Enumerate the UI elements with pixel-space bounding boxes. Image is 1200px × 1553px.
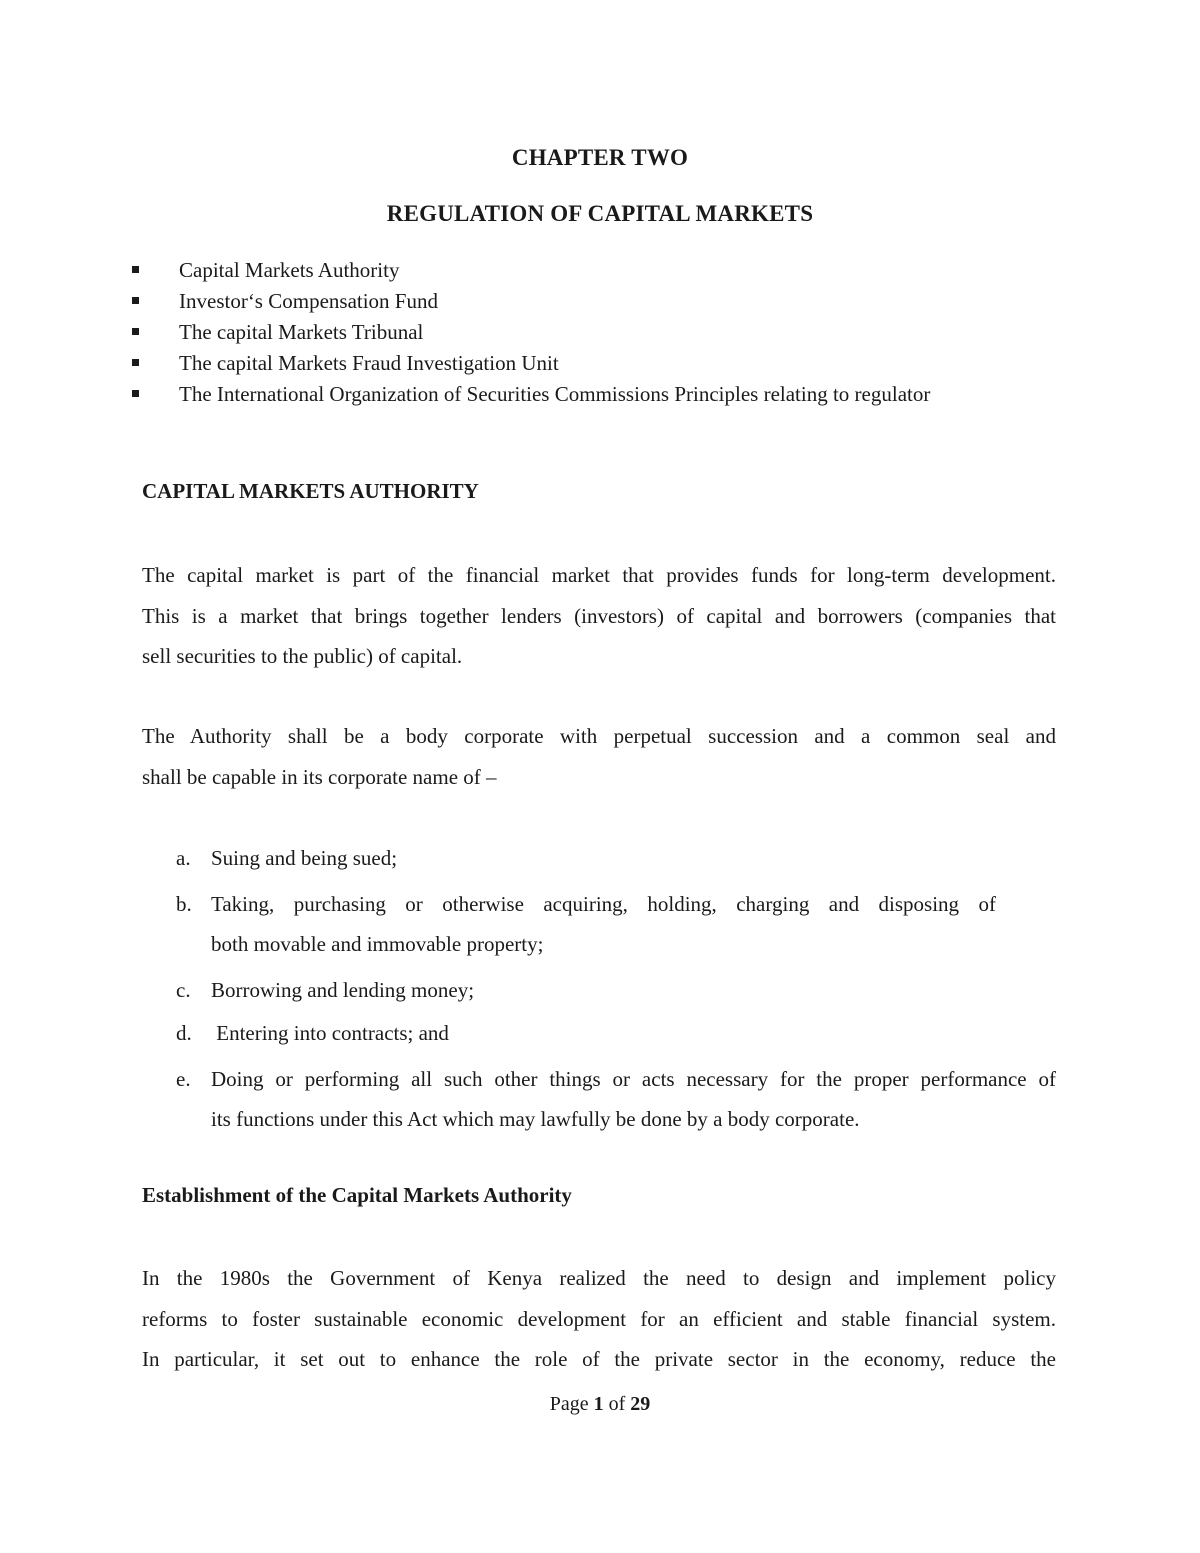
list-marker: b.: [176, 891, 192, 916]
bullet-square-icon: [132, 297, 139, 304]
bullet-square-icon: [132, 328, 139, 335]
page-footer: [0, 1393, 1200, 1416]
paragraph-authority: [142, 716, 1056, 797]
page-of-label: of: [608, 1393, 626, 1415]
bullet-square-icon: [132, 266, 139, 273]
list-item: e. Doing or performing all such other things or acts necessary for the proper performance of its functions under this Act which may lawfully be done by a body corporate.: [172, 1059, 1056, 1140]
paragraph-line: In the 1980s the Government of Kenya realized the need to design and implement policy: [142, 1266, 1056, 1290]
list-marker: a.: [176, 846, 191, 870]
list-item: b. Taking, purchasing or otherwise acquiring, holding, charging and disposing of both movable and immovable property;: [172, 884, 1056, 965]
list-item: Capital Markets Authority: [132, 255, 930, 286]
powers-list: [172, 838, 1056, 1140]
list-marker: e.: [176, 1066, 191, 1091]
paragraph-line: In particular, it set out to enhance the role of the private sector in the economy, reduce the: [142, 1347, 1056, 1371]
list-item: c. Borrowing and lending money;: [172, 970, 1056, 1011]
list-item: d. Entering into contracts; and: [172, 1013, 1056, 1054]
section-heading-cma: CAPITAL MARKETS AUTHORITY: [142, 479, 479, 503]
page-label: Page: [549, 1393, 589, 1415]
paragraph-capital-market: [142, 555, 1056, 677]
list-item: The capital Markets Fraud Investigation Unit: [132, 348, 930, 379]
bullet-square-icon: [132, 390, 139, 397]
paragraph-line: shall be capable in its corporate name of –: [142, 764, 497, 789]
topics-list: [132, 255, 930, 410]
list-item: a. Suing and being sued;: [172, 838, 1056, 879]
chapter-title: REGULATION OF CAPITAL MARKETS: [386, 201, 814, 226]
paragraph-line: sell securities to the public) of capital.: [142, 644, 463, 668]
paragraph-establishment: [142, 1258, 1056, 1380]
paragraph-line: The Authority shall be a body corporate with perpetual succession and a common seal and: [142, 724, 1056, 748]
list-item: The capital Markets Tribunal: [132, 317, 930, 348]
bullet-square-icon: [132, 359, 139, 366]
chapter-number: CHAPTER TWO: [511, 145, 689, 170]
paragraph-line: The capital market is part of the financial market that provides funds for long-term development.: [142, 563, 1056, 587]
page-total: 29: [630, 1393, 651, 1415]
list-marker: d.: [176, 1021, 192, 1045]
page-number: 1: [593, 1393, 604, 1415]
list-marker: c.: [176, 977, 191, 1002]
list-item: The International Organization of Securities Commissions Principles relating to regulator: [132, 379, 930, 410]
list-item: Investor‘s Compensation Fund: [132, 286, 930, 317]
paragraph-line: reforms to foster sustainable economic development for an efficient and stable financial system.: [142, 1306, 1056, 1331]
paragraph-line: This is a market that brings together lenders (investors) of capital and borrowers (companies that: [142, 603, 1056, 628]
section-heading-establishment: Establishment of the Capital Markets Authority: [142, 1183, 572, 1207]
